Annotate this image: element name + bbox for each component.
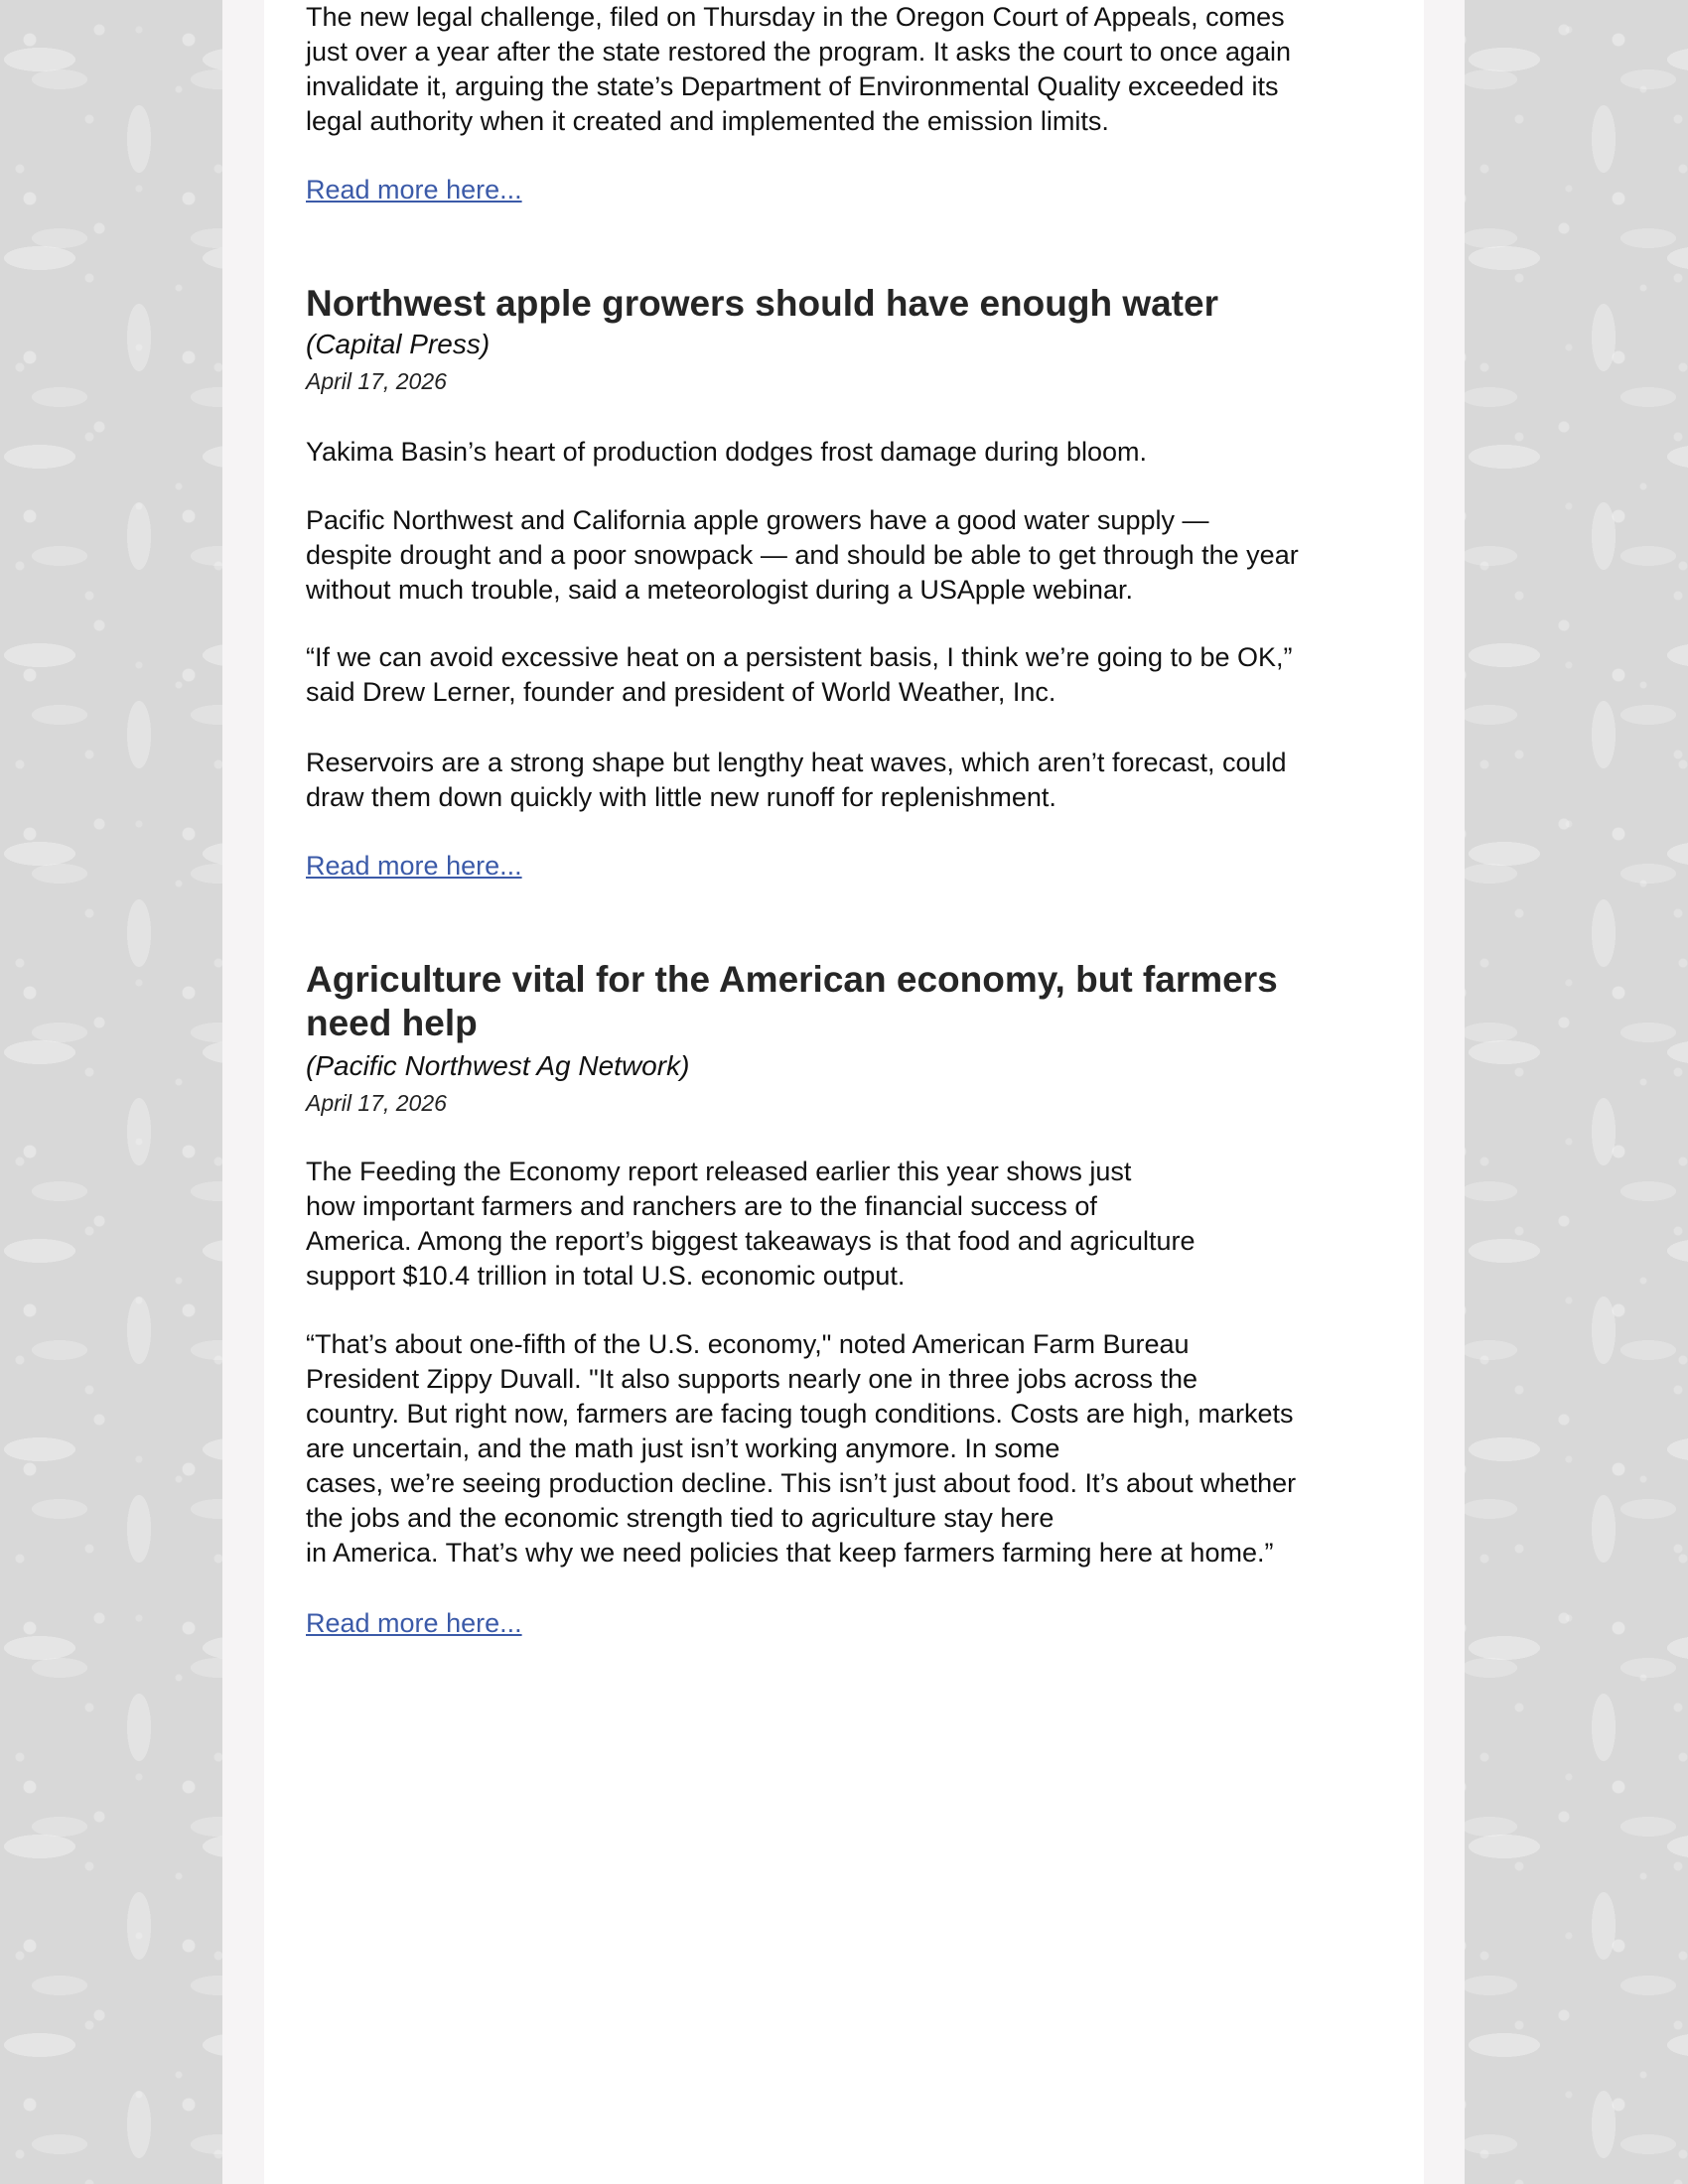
text-line: “If we can avoid excessive heat on a persistent basis, I think we’re going to be OK,” — [306, 642, 1293, 672]
text-line: draw them down quickly with little new runoff for replenishment. — [306, 782, 1056, 812]
newsletter-content — [264, 0, 1424, 2184]
headline-line: need help — [306, 1003, 478, 1043]
text-line: without much trouble, said a meteorologist during a USApple webinar. — [306, 575, 1133, 605]
article-source: (Pacific Northwest Ag Network) — [306, 1050, 690, 1081]
text-line: Yakima Basin’s heart of production dodges frost damage during bloom. — [306, 437, 1147, 467]
text-line: how important farmers and ranchers are to the financial success of — [306, 1191, 1097, 1221]
text-line: the jobs and the economic strength tied to agriculture stay here — [306, 1503, 1055, 1533]
text-line: country. But right now, farmers are facing tough conditions. Costs are high, markets — [306, 1399, 1294, 1429]
read-more-link-apple-growers[interactable]: Read more here... — [306, 851, 522, 881]
headline-line: Agriculture vital for the American economy, but farmers — [306, 959, 1278, 1000]
article-paragraph — [306, 1155, 1196, 1294]
article-source: (Capital Press) — [306, 329, 491, 359]
text-line: invalidate it, arguing the state’s Department of Environmental Quality exceeded its — [306, 71, 1279, 101]
article-paragraph — [306, 435, 1147, 470]
intro-paragraph — [306, 0, 1291, 139]
article-date: April 17, 2026 — [306, 368, 447, 394]
text-line: America. Among the report’s biggest takeaways is that food and agriculture — [306, 1226, 1196, 1256]
text-line: just over a year after the state restored the program. It asks the court to once again — [306, 37, 1292, 67]
article-paragraph — [306, 1327, 1296, 1570]
article-paragraph — [306, 746, 1287, 815]
read-more-link-intro[interactable]: Read more here... — [306, 175, 522, 205]
text-line: The Feeding the Economy report released earlier this year shows just — [306, 1157, 1132, 1186]
text-line: in America. That’s why we need policies that keep farmers farming here at home.” — [306, 1538, 1274, 1568]
article-headline — [306, 282, 1218, 326]
read-more-link-agriculture-economy[interactable]: Read more here... — [306, 1608, 522, 1638]
text-line: are uncertain, and the math just isn’t working anymore. In some — [306, 1433, 1060, 1463]
background-pattern-right — [1465, 0, 1688, 2184]
text-line: despite drought and a poor snowpack — and should be able to get through the year — [306, 540, 1299, 570]
article-paragraph — [306, 503, 1299, 608]
text-line: Reservoirs are a strong shape but lengthy heat waves, which aren’t forecast, could — [306, 748, 1287, 777]
article-date: April 17, 2026 — [306, 1090, 447, 1116]
text-line: legal authority when it created and implemented the emission limits. — [306, 106, 1109, 136]
article-headline — [306, 958, 1278, 1045]
article-paragraph — [306, 640, 1293, 710]
text-line: Pacific Northwest and California apple growers have a good water supply — — [306, 505, 1209, 535]
text-line: “That’s about one-fifth of the U.S. economy," noted American Farm Bureau — [306, 1329, 1190, 1359]
text-line: President Zippy Duvall. "It also supports nearly one in three jobs across the — [306, 1364, 1198, 1394]
intro-article — [306, 0, 1291, 139]
text-line: support $10.4 trillion in total U.S. economic output. — [306, 1261, 906, 1291]
headline-line: Northwest apple growers should have enough water — [306, 283, 1218, 324]
text-line: said Drew Lerner, founder and president of World Weather, Inc. — [306, 677, 1056, 707]
text-line: cases, we’re seeing production decline. This isn’t just about food. It’s about whether — [306, 1468, 1297, 1498]
background-pattern-left — [0, 0, 222, 2184]
text-line: The new legal challenge, filed on Thursday in the Oregon Court of Appeals, comes — [306, 2, 1285, 32]
